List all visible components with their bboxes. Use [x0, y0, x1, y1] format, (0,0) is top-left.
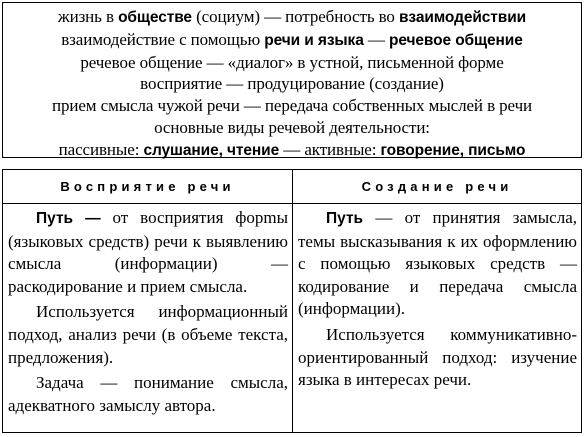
paragraph: Задача — понимание смысла, адекватного замыслу автора. — [8, 373, 288, 415]
column-header-creation: Создание речи — [293, 170, 581, 204]
summary-box — [2, 2, 582, 158]
summary-line: взаимодействие с помощью речи и языка — речевое общение — [61, 29, 523, 49]
summary-line: речевое общение — «диалог» в устной, письменной форме — [80, 52, 504, 72]
paragraph: Используется коммуникативно-ориентированный подход: изучение языка в интересах речи. — [298, 324, 577, 390]
comparison-table — [2, 169, 582, 433]
summary-line: пассивные: слушание, чтение — активные: говорение, письмо — [58, 139, 526, 159]
paragraph: Используется информационный подход, анализ речи (в объеме текста, предложения). — [8, 302, 288, 367]
column-header-perception: Восприятие речи — [3, 170, 293, 204]
paragraph: Путь — от принятия замысла, темы высказывания к их оформлению с помощью языковых средств — кодирование и передача смысла (информации). — [298, 208, 577, 319]
perception-cell — [3, 204, 293, 432]
creation-cell — [293, 204, 581, 432]
summary-line: основные виды речевой деятельности: — [154, 117, 430, 137]
summary-line: прием смысла чужой речи — передача собственных мыслей в речи — [51, 96, 533, 116]
summary-line: жизнь в обществе (социум) — потребность во взаимодействии — [57, 7, 527, 26]
paragraph: Путь — от восприятия форmы (языковых средств) речи к выявлению смысла (информации) — раскодирование и прием смысла. — [8, 208, 288, 296]
summary-line: восприятие — продуцирование (создание) — [140, 74, 444, 94]
